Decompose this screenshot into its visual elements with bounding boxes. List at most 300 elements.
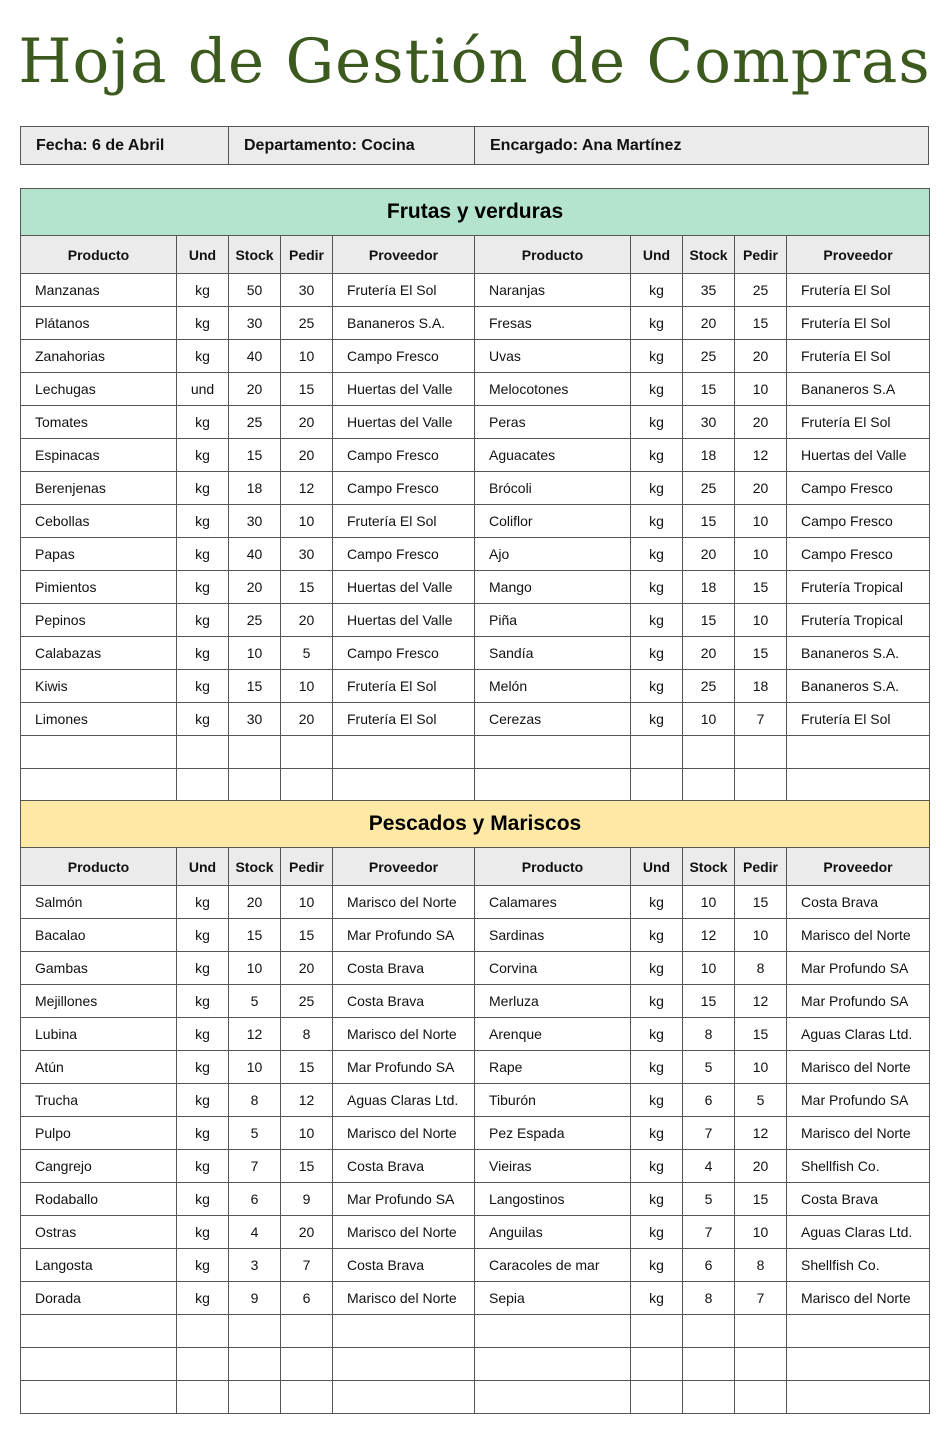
table-cell[interactable]: kg bbox=[177, 919, 229, 952]
empty-cell[interactable] bbox=[333, 1381, 475, 1414]
table-cell[interactable]: 12 bbox=[735, 985, 787, 1018]
table-cell[interactable]: 8 bbox=[683, 1018, 735, 1051]
table-cell[interactable]: 25 bbox=[229, 604, 281, 637]
table-cell[interactable]: kg bbox=[631, 1216, 683, 1249]
table-cell[interactable]: 20 bbox=[683, 307, 735, 340]
table-cell[interactable]: kg bbox=[177, 1249, 229, 1282]
table-cell[interactable]: kg bbox=[177, 340, 229, 373]
table-cell[interactable]: kg bbox=[631, 703, 683, 736]
table-cell[interactable]: Bananeros S.A. bbox=[333, 307, 475, 340]
empty-cell[interactable] bbox=[177, 1381, 229, 1414]
table-cell[interactable]: Marisco del Norte bbox=[787, 1117, 930, 1150]
table-cell[interactable]: kg bbox=[177, 439, 229, 472]
table-cell[interactable]: kg bbox=[631, 670, 683, 703]
table-cell[interactable]: Lubina bbox=[21, 1018, 177, 1051]
empty-cell[interactable] bbox=[631, 769, 683, 802]
table-cell[interactable]: Arenque bbox=[475, 1018, 631, 1051]
table-cell[interactable]: Campo Fresco bbox=[787, 538, 930, 571]
table-cell[interactable]: 20 bbox=[281, 406, 333, 439]
table-cell[interactable]: Campo Fresco bbox=[333, 439, 475, 472]
empty-cell[interactable] bbox=[683, 736, 735, 769]
table-cell[interactable]: Anguilas bbox=[475, 1216, 631, 1249]
table-cell[interactable]: 20 bbox=[735, 406, 787, 439]
table-cell[interactable]: 25 bbox=[683, 670, 735, 703]
table-cell[interactable]: 15 bbox=[281, 919, 333, 952]
table-cell[interactable]: 15 bbox=[735, 571, 787, 604]
empty-cell[interactable] bbox=[21, 1381, 177, 1414]
table-cell[interactable]: 10 bbox=[281, 340, 333, 373]
table-cell[interactable]: Marisco del Norte bbox=[333, 1018, 475, 1051]
table-cell[interactable]: Campo Fresco bbox=[787, 472, 930, 505]
table-cell[interactable]: 20 bbox=[281, 952, 333, 985]
table-cell[interactable]: 12 bbox=[281, 472, 333, 505]
table-cell[interactable]: 5 bbox=[683, 1051, 735, 1084]
table-cell[interactable]: kg bbox=[631, 1117, 683, 1150]
table-cell[interactable]: kg bbox=[631, 505, 683, 538]
table-cell[interactable]: Merluza bbox=[475, 985, 631, 1018]
table-cell[interactable]: Pimientos bbox=[21, 571, 177, 604]
table-cell[interactable]: Langosta bbox=[21, 1249, 177, 1282]
table-cell[interactable]: kg bbox=[631, 604, 683, 637]
table-cell[interactable]: 20 bbox=[683, 637, 735, 670]
table-cell[interactable]: Berenjenas bbox=[21, 472, 177, 505]
departamento-field[interactable]: Departamento: Cocina bbox=[229, 127, 475, 164]
table-cell[interactable]: 25 bbox=[683, 472, 735, 505]
table-cell[interactable]: 6 bbox=[229, 1183, 281, 1216]
table-cell[interactable]: kg bbox=[177, 670, 229, 703]
table-cell[interactable]: 25 bbox=[735, 274, 787, 307]
table-cell[interactable]: 10 bbox=[735, 604, 787, 637]
empty-cell[interactable] bbox=[229, 736, 281, 769]
table-cell[interactable]: Tomates bbox=[21, 406, 177, 439]
table-cell[interactable]: 10 bbox=[735, 919, 787, 952]
table-cell[interactable]: Marisco del Norte bbox=[787, 1282, 930, 1315]
table-cell[interactable]: 25 bbox=[229, 406, 281, 439]
table-cell[interactable]: 15 bbox=[281, 373, 333, 406]
empty-cell[interactable] bbox=[333, 1348, 475, 1381]
table-cell[interactable]: 15 bbox=[683, 373, 735, 406]
empty-cell[interactable] bbox=[631, 1315, 683, 1348]
table-cell[interactable]: 10 bbox=[735, 373, 787, 406]
table-cell[interactable]: 8 bbox=[229, 1084, 281, 1117]
empty-cell[interactable] bbox=[229, 1381, 281, 1414]
table-cell[interactable]: Rodaballo bbox=[21, 1183, 177, 1216]
fecha-field[interactable]: Fecha: 6 de Abril bbox=[21, 127, 229, 164]
table-cell[interactable]: kg bbox=[631, 919, 683, 952]
table-cell[interactable]: Huertas del Valle bbox=[333, 373, 475, 406]
table-cell[interactable]: Frutería El Sol bbox=[787, 340, 930, 373]
table-cell[interactable]: Frutería El Sol bbox=[787, 406, 930, 439]
empty-cell[interactable] bbox=[21, 1315, 177, 1348]
table-cell[interactable]: Melocotones bbox=[475, 373, 631, 406]
empty-cell[interactable] bbox=[631, 1348, 683, 1381]
table-cell[interactable]: 7 bbox=[683, 1117, 735, 1150]
table-cell[interactable]: Campo Fresco bbox=[333, 637, 475, 670]
table-cell[interactable]: 10 bbox=[281, 886, 333, 919]
table-cell[interactable]: kg bbox=[177, 1282, 229, 1315]
table-cell[interactable]: Marisco del Norte bbox=[787, 1051, 930, 1084]
table-cell[interactable]: 25 bbox=[281, 985, 333, 1018]
table-cell[interactable]: 4 bbox=[683, 1150, 735, 1183]
table-cell[interactable]: 10 bbox=[683, 886, 735, 919]
empty-cell[interactable] bbox=[475, 1348, 631, 1381]
table-cell[interactable]: kg bbox=[631, 472, 683, 505]
table-cell[interactable]: 20 bbox=[281, 604, 333, 637]
table-cell[interactable]: kg bbox=[631, 1150, 683, 1183]
table-cell[interactable]: 20 bbox=[281, 439, 333, 472]
empty-cell[interactable] bbox=[683, 1381, 735, 1414]
table-cell[interactable]: 15 bbox=[735, 886, 787, 919]
table-cell[interactable]: Marisco del Norte bbox=[333, 1282, 475, 1315]
table-cell[interactable]: Shellfish Co. bbox=[787, 1249, 930, 1282]
table-cell[interactable]: Cebollas bbox=[21, 505, 177, 538]
table-cell[interactable]: Sepia bbox=[475, 1282, 631, 1315]
table-cell[interactable]: Aguas Claras Ltd. bbox=[787, 1216, 930, 1249]
table-cell[interactable]: Marisco del Norte bbox=[333, 886, 475, 919]
table-cell[interactable]: Frutería El Sol bbox=[787, 703, 930, 736]
table-cell[interactable]: Manzanas bbox=[21, 274, 177, 307]
table-cell[interactable]: 10 bbox=[229, 637, 281, 670]
table-cell[interactable]: kg bbox=[177, 571, 229, 604]
table-cell[interactable]: Ostras bbox=[21, 1216, 177, 1249]
table-cell[interactable]: Huertas del Valle bbox=[333, 406, 475, 439]
empty-cell[interactable] bbox=[177, 736, 229, 769]
table-cell[interactable]: Mejillones bbox=[21, 985, 177, 1018]
table-cell[interactable]: Bananeros S.A. bbox=[787, 670, 930, 703]
empty-cell[interactable] bbox=[333, 1315, 475, 1348]
table-cell[interactable]: 35 bbox=[683, 274, 735, 307]
table-cell[interactable]: 15 bbox=[229, 439, 281, 472]
table-cell[interactable]: 25 bbox=[683, 340, 735, 373]
table-cell[interactable]: Campo Fresco bbox=[787, 505, 930, 538]
table-cell[interactable]: kg bbox=[631, 952, 683, 985]
table-cell[interactable]: Mar Profundo SA bbox=[333, 1183, 475, 1216]
table-cell[interactable]: 10 bbox=[281, 670, 333, 703]
table-cell[interactable]: 20 bbox=[229, 571, 281, 604]
empty-cell[interactable] bbox=[177, 1315, 229, 1348]
table-cell[interactable]: 30 bbox=[281, 538, 333, 571]
table-cell[interactable]: Marisco del Norte bbox=[787, 919, 930, 952]
table-cell[interactable]: 15 bbox=[281, 1150, 333, 1183]
table-cell[interactable]: Langostinos bbox=[475, 1183, 631, 1216]
empty-cell[interactable] bbox=[787, 769, 930, 802]
table-cell[interactable]: Trucha bbox=[21, 1084, 177, 1117]
table-cell[interactable]: Frutería El Sol bbox=[333, 703, 475, 736]
empty-cell[interactable] bbox=[735, 1315, 787, 1348]
table-cell[interactable]: Tiburón bbox=[475, 1084, 631, 1117]
table-cell[interactable]: 8 bbox=[735, 1249, 787, 1282]
table-cell[interactable]: kg bbox=[177, 472, 229, 505]
empty-cell[interactable] bbox=[787, 1348, 930, 1381]
table-cell[interactable]: 40 bbox=[229, 538, 281, 571]
empty-cell[interactable] bbox=[281, 1348, 333, 1381]
table-cell[interactable]: Sardinas bbox=[475, 919, 631, 952]
empty-cell[interactable] bbox=[787, 1381, 930, 1414]
empty-cell[interactable] bbox=[683, 769, 735, 802]
table-cell[interactable]: 5 bbox=[281, 637, 333, 670]
table-cell[interactable]: 7 bbox=[229, 1150, 281, 1183]
table-cell[interactable]: 10 bbox=[735, 1051, 787, 1084]
empty-cell[interactable] bbox=[475, 736, 631, 769]
empty-cell[interactable] bbox=[475, 769, 631, 802]
table-cell[interactable]: 30 bbox=[281, 274, 333, 307]
table-cell[interactable]: 20 bbox=[281, 703, 333, 736]
table-cell[interactable]: 15 bbox=[229, 670, 281, 703]
table-cell[interactable]: kg bbox=[631, 985, 683, 1018]
table-cell[interactable]: 30 bbox=[229, 505, 281, 538]
table-cell[interactable]: Bacalao bbox=[21, 919, 177, 952]
table-cell[interactable]: Corvina bbox=[475, 952, 631, 985]
table-cell[interactable]: Salmón bbox=[21, 886, 177, 919]
table-cell[interactable]: kg bbox=[631, 1183, 683, 1216]
table-cell[interactable]: 18 bbox=[683, 439, 735, 472]
empty-cell[interactable] bbox=[787, 736, 930, 769]
table-cell[interactable]: kg bbox=[631, 1249, 683, 1282]
table-cell[interactable]: 20 bbox=[281, 1216, 333, 1249]
table-cell[interactable]: Bananeros S.A bbox=[787, 373, 930, 406]
table-cell[interactable]: kg bbox=[631, 886, 683, 919]
table-cell[interactable]: Huertas del Valle bbox=[333, 571, 475, 604]
table-cell[interactable]: 10 bbox=[683, 703, 735, 736]
table-cell[interactable]: Vieiras bbox=[475, 1150, 631, 1183]
empty-cell[interactable] bbox=[229, 769, 281, 802]
table-cell[interactable]: kg bbox=[631, 439, 683, 472]
table-cell[interactable]: 10 bbox=[735, 538, 787, 571]
empty-cell[interactable] bbox=[333, 769, 475, 802]
table-cell[interactable]: Pepinos bbox=[21, 604, 177, 637]
table-cell[interactable]: kg bbox=[177, 1183, 229, 1216]
table-cell[interactable]: kg bbox=[631, 1084, 683, 1117]
table-cell[interactable]: kg bbox=[631, 307, 683, 340]
table-cell[interactable]: 12 bbox=[735, 1117, 787, 1150]
table-cell[interactable]: 7 bbox=[735, 1282, 787, 1315]
table-cell[interactable]: Papas bbox=[21, 538, 177, 571]
table-cell[interactable]: und bbox=[177, 373, 229, 406]
table-cell[interactable]: kg bbox=[177, 1018, 229, 1051]
table-cell[interactable]: 10 bbox=[281, 1117, 333, 1150]
table-cell[interactable]: Campo Fresco bbox=[333, 538, 475, 571]
table-cell[interactable]: Mar Profundo SA bbox=[787, 952, 930, 985]
empty-cell[interactable] bbox=[683, 1348, 735, 1381]
table-cell[interactable]: Frutería Tropical bbox=[787, 571, 930, 604]
table-cell[interactable]: Piña bbox=[475, 604, 631, 637]
empty-cell[interactable] bbox=[475, 1381, 631, 1414]
table-cell[interactable]: kg bbox=[631, 340, 683, 373]
table-cell[interactable]: Huertas del Valle bbox=[787, 439, 930, 472]
table-cell[interactable]: kg bbox=[177, 1051, 229, 1084]
empty-cell[interactable] bbox=[735, 1348, 787, 1381]
empty-cell[interactable] bbox=[631, 1381, 683, 1414]
empty-cell[interactable] bbox=[177, 1348, 229, 1381]
table-cell[interactable]: 7 bbox=[281, 1249, 333, 1282]
table-cell[interactable]: Coliflor bbox=[475, 505, 631, 538]
table-cell[interactable]: 20 bbox=[229, 886, 281, 919]
table-cell[interactable]: kg bbox=[177, 985, 229, 1018]
table-cell[interactable]: 30 bbox=[683, 406, 735, 439]
empty-cell[interactable] bbox=[229, 1348, 281, 1381]
table-cell[interactable]: Limones bbox=[21, 703, 177, 736]
table-cell[interactable]: 10 bbox=[735, 505, 787, 538]
table-cell[interactable]: Shellfish Co. bbox=[787, 1150, 930, 1183]
table-cell[interactable]: kg bbox=[177, 274, 229, 307]
table-cell[interactable]: 30 bbox=[229, 307, 281, 340]
table-cell[interactable]: kg bbox=[631, 373, 683, 406]
table-cell[interactable]: Melón bbox=[475, 670, 631, 703]
table-cell[interactable]: Rape bbox=[475, 1051, 631, 1084]
table-cell[interactable]: Mar Profundo SA bbox=[333, 1051, 475, 1084]
table-cell[interactable]: kg bbox=[177, 1117, 229, 1150]
table-cell[interactable]: 20 bbox=[735, 472, 787, 505]
table-cell[interactable]: 12 bbox=[683, 919, 735, 952]
table-cell[interactable]: Peras bbox=[475, 406, 631, 439]
table-cell[interactable]: 15 bbox=[229, 919, 281, 952]
table-cell[interactable]: kg bbox=[177, 538, 229, 571]
table-cell[interactable]: 15 bbox=[683, 604, 735, 637]
table-cell[interactable]: Costa Brava bbox=[787, 1183, 930, 1216]
table-cell[interactable]: 6 bbox=[281, 1282, 333, 1315]
empty-cell[interactable] bbox=[475, 1315, 631, 1348]
table-cell[interactable]: Uvas bbox=[475, 340, 631, 373]
empty-cell[interactable] bbox=[735, 736, 787, 769]
table-cell[interactable]: 12 bbox=[229, 1018, 281, 1051]
table-cell[interactable]: Atún bbox=[21, 1051, 177, 1084]
table-cell[interactable]: 30 bbox=[229, 703, 281, 736]
table-cell[interactable]: 10 bbox=[229, 1051, 281, 1084]
table-cell[interactable]: 10 bbox=[683, 952, 735, 985]
table-cell[interactable]: Brócoli bbox=[475, 472, 631, 505]
table-cell[interactable]: 10 bbox=[281, 505, 333, 538]
empty-cell[interactable] bbox=[631, 736, 683, 769]
table-cell[interactable]: Campo Fresco bbox=[333, 340, 475, 373]
table-cell[interactable]: Costa Brava bbox=[333, 985, 475, 1018]
table-cell[interactable]: kg bbox=[631, 571, 683, 604]
table-cell[interactable]: kg bbox=[631, 1282, 683, 1315]
table-cell[interactable]: kg bbox=[177, 952, 229, 985]
empty-cell[interactable] bbox=[281, 736, 333, 769]
table-cell[interactable]: Bananeros S.A. bbox=[787, 637, 930, 670]
empty-cell[interactable] bbox=[281, 1381, 333, 1414]
table-cell[interactable]: kg bbox=[177, 307, 229, 340]
table-cell[interactable]: kg bbox=[177, 604, 229, 637]
table-cell[interactable]: 7 bbox=[683, 1216, 735, 1249]
table-cell[interactable]: Frutería El Sol bbox=[787, 274, 930, 307]
table-cell[interactable]: Pulpo bbox=[21, 1117, 177, 1150]
table-cell[interactable]: Marisco del Norte bbox=[333, 1117, 475, 1150]
table-cell[interactable]: 6 bbox=[683, 1249, 735, 1282]
table-cell[interactable]: Costa Brava bbox=[333, 1249, 475, 1282]
table-cell[interactable]: kg bbox=[177, 1150, 229, 1183]
table-cell[interactable]: kg bbox=[631, 1018, 683, 1051]
table-cell[interactable]: 9 bbox=[281, 1183, 333, 1216]
table-cell[interactable]: Lechugas bbox=[21, 373, 177, 406]
table-cell[interactable]: Calabazas bbox=[21, 637, 177, 670]
table-cell[interactable]: 50 bbox=[229, 274, 281, 307]
table-cell[interactable]: kg bbox=[631, 1051, 683, 1084]
table-cell[interactable]: 6 bbox=[683, 1084, 735, 1117]
empty-cell[interactable] bbox=[21, 769, 177, 802]
table-cell[interactable]: 12 bbox=[735, 439, 787, 472]
table-cell[interactable]: Dorada bbox=[21, 1282, 177, 1315]
table-cell[interactable]: Zanahorias bbox=[21, 340, 177, 373]
table-cell[interactable]: Marisco del Norte bbox=[333, 1216, 475, 1249]
table-cell[interactable]: 5 bbox=[683, 1183, 735, 1216]
table-cell[interactable]: kg bbox=[631, 538, 683, 571]
table-cell[interactable]: Aguas Claras Ltd. bbox=[333, 1084, 475, 1117]
table-cell[interactable]: Frutería El Sol bbox=[333, 670, 475, 703]
table-cell[interactable]: Campo Fresco bbox=[333, 472, 475, 505]
table-cell[interactable]: Cerezas bbox=[475, 703, 631, 736]
table-cell[interactable]: 7 bbox=[735, 703, 787, 736]
table-cell[interactable]: 18 bbox=[229, 472, 281, 505]
table-cell[interactable]: Mar Profundo SA bbox=[787, 985, 930, 1018]
table-cell[interactable]: kg bbox=[177, 1084, 229, 1117]
empty-cell[interactable] bbox=[281, 769, 333, 802]
table-cell[interactable]: Costa Brava bbox=[787, 886, 930, 919]
table-cell[interactable]: 20 bbox=[229, 373, 281, 406]
table-cell[interactable]: 5 bbox=[229, 1117, 281, 1150]
table-cell[interactable]: Cangrejo bbox=[21, 1150, 177, 1183]
table-cell[interactable]: Aguas Claras Ltd. bbox=[787, 1018, 930, 1051]
table-cell[interactable]: 15 bbox=[281, 571, 333, 604]
table-cell[interactable]: kg bbox=[177, 1216, 229, 1249]
table-cell[interactable]: 4 bbox=[229, 1216, 281, 1249]
table-cell[interactable]: Sandía bbox=[475, 637, 631, 670]
table-cell[interactable]: kg bbox=[177, 637, 229, 670]
empty-cell[interactable] bbox=[735, 1381, 787, 1414]
table-cell[interactable]: kg bbox=[177, 406, 229, 439]
table-cell[interactable]: Gambas bbox=[21, 952, 177, 985]
empty-cell[interactable] bbox=[177, 769, 229, 802]
table-cell[interactable]: kg bbox=[177, 505, 229, 538]
empty-cell[interactable] bbox=[229, 1315, 281, 1348]
table-cell[interactable]: Ajo bbox=[475, 538, 631, 571]
table-cell[interactable]: kg bbox=[177, 703, 229, 736]
table-cell[interactable]: 5 bbox=[229, 985, 281, 1018]
table-cell[interactable]: 8 bbox=[735, 952, 787, 985]
table-cell[interactable]: 8 bbox=[281, 1018, 333, 1051]
empty-cell[interactable] bbox=[281, 1315, 333, 1348]
table-cell[interactable]: Mar Profundo SA bbox=[333, 919, 475, 952]
table-cell[interactable]: kg bbox=[631, 274, 683, 307]
table-cell[interactable]: Frutería El Sol bbox=[333, 505, 475, 538]
table-cell[interactable]: 3 bbox=[229, 1249, 281, 1282]
table-cell[interactable]: Fresas bbox=[475, 307, 631, 340]
table-cell[interactable]: 18 bbox=[683, 571, 735, 604]
table-cell[interactable]: 20 bbox=[735, 1150, 787, 1183]
table-cell[interactable]: Calamares bbox=[475, 886, 631, 919]
table-cell[interactable]: Espinacas bbox=[21, 439, 177, 472]
empty-cell[interactable] bbox=[787, 1315, 930, 1348]
table-cell[interactable]: Mar Profundo SA bbox=[787, 1084, 930, 1117]
table-cell[interactable]: 15 bbox=[683, 985, 735, 1018]
table-cell[interactable]: kg bbox=[631, 406, 683, 439]
table-cell[interactable]: 15 bbox=[281, 1051, 333, 1084]
table-cell[interactable]: 20 bbox=[683, 538, 735, 571]
empty-cell[interactable] bbox=[735, 769, 787, 802]
table-cell[interactable]: 25 bbox=[281, 307, 333, 340]
empty-cell[interactable] bbox=[333, 736, 475, 769]
table-cell[interactable]: 15 bbox=[735, 637, 787, 670]
table-cell[interactable]: Frutería El Sol bbox=[787, 307, 930, 340]
table-cell[interactable]: Frutería Tropical bbox=[787, 604, 930, 637]
table-cell[interactable]: Plátanos bbox=[21, 307, 177, 340]
table-cell[interactable]: Costa Brava bbox=[333, 1150, 475, 1183]
table-cell[interactable]: 10 bbox=[735, 1216, 787, 1249]
table-cell[interactable]: 8 bbox=[683, 1282, 735, 1315]
empty-cell[interactable] bbox=[21, 1348, 177, 1381]
table-cell[interactable]: 40 bbox=[229, 340, 281, 373]
table-cell[interactable]: 15 bbox=[735, 1183, 787, 1216]
